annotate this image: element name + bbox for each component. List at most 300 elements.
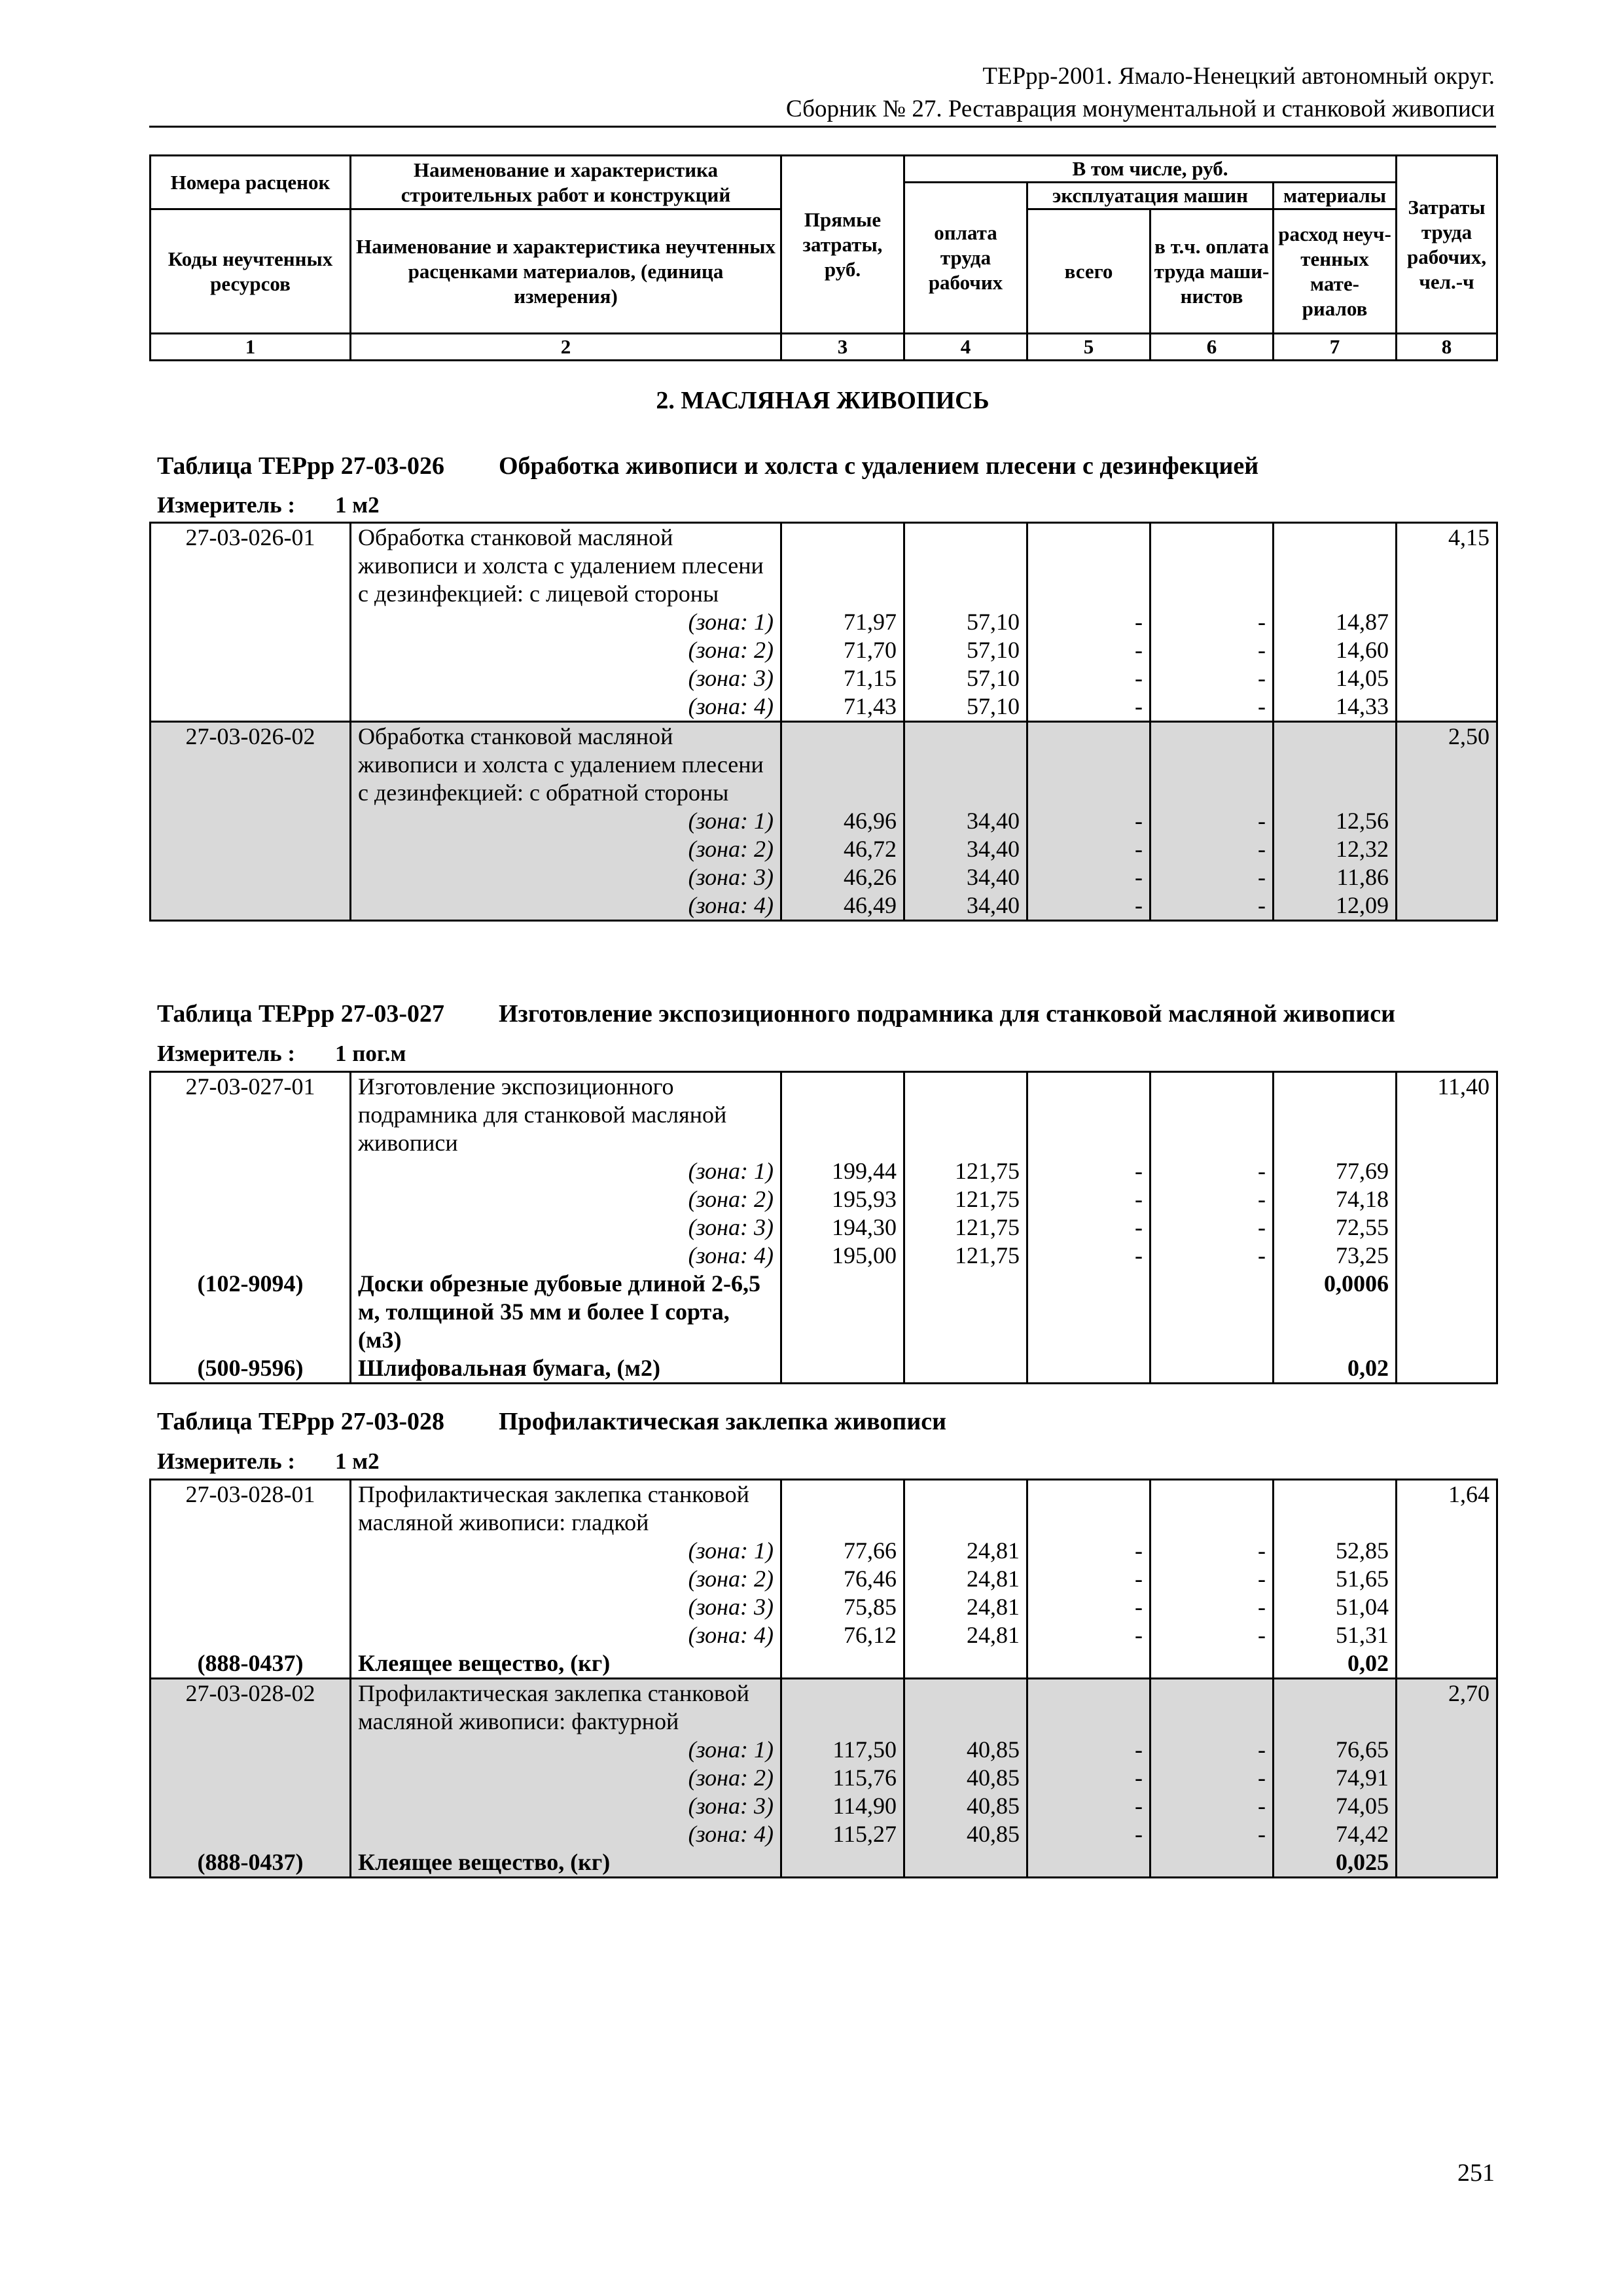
- machines-labor-cell: [1150, 1480, 1274, 1537]
- machines-labor-cell: -: [1150, 1242, 1274, 1270]
- rate-code-cell: 27-03-026-02: [151, 722, 351, 808]
- materials-cell: 12,32: [1274, 835, 1397, 863]
- labor-cost-cell: [1397, 1621, 1497, 1649]
- zone-row: [151, 1736, 1497, 1764]
- direct-cost-cell: 199,44: [781, 1157, 904, 1185]
- labor-cost-cell: [1397, 891, 1497, 921]
- rate-code-cell: [151, 608, 351, 636]
- labor-cost-cell: [1397, 1764, 1497, 1792]
- machines-labor-cell: [1150, 1649, 1274, 1679]
- header-labor-pay: оплата труда рабочих: [904, 183, 1027, 334]
- machines-total-cell: [1027, 1270, 1150, 1354]
- name-cell: Обработка станковой масляной живописи и холста с удалением плесени с дезинфекцией: с обратной стороны: [351, 722, 781, 808]
- measure-unit: 1 м2: [335, 1448, 380, 1474]
- rate-code-cell: [151, 664, 351, 692]
- zone-label-cell: (зона: 4): [351, 1621, 781, 1649]
- header-including: В том числе, руб.: [904, 156, 1397, 183]
- machines-total-cell: [1027, 1354, 1150, 1384]
- labor-pay-cell: 40,85: [904, 1764, 1027, 1792]
- direct-cost-cell: [781, 1679, 904, 1736]
- machines-total-cell: [1027, 523, 1150, 609]
- rate-code-cell: (102-9094): [151, 1270, 351, 1354]
- machines-labor-cell: -: [1150, 1537, 1274, 1565]
- machines-total-cell: -: [1027, 807, 1150, 835]
- header-materials-name: Наименование и характеристика неучтенных расценками материалов, (единица измерения): [351, 209, 781, 334]
- labor-pay-cell: 121,75: [904, 1213, 1027, 1242]
- machines-total-cell: -: [1027, 1242, 1150, 1270]
- zone-row: [151, 1792, 1497, 1820]
- machines-labor-cell: -: [1150, 608, 1274, 636]
- zone-label-cell: (зона: 2): [351, 1764, 781, 1792]
- labor-pay-cell: 121,75: [904, 1157, 1027, 1185]
- materials-cell: 73,25: [1274, 1242, 1397, 1270]
- labor-cost-cell: [1397, 1565, 1497, 1593]
- labor-cost-cell: [1397, 1848, 1497, 1878]
- labor-pay-cell: 34,40: [904, 835, 1027, 863]
- labor-cost-cell: 4,15: [1397, 523, 1497, 609]
- rate-code-cell: 27-03-026-01: [151, 523, 351, 609]
- machines-total-cell: -: [1027, 1792, 1150, 1820]
- machines-labor-cell: -: [1150, 1593, 1274, 1621]
- machines-labor-cell: -: [1150, 807, 1274, 835]
- header-materials-unaccounted: расход неуч- тенных мате- риалов: [1274, 209, 1397, 334]
- rate-code-cell: (888-0437): [151, 1649, 351, 1679]
- labor-pay-cell: 40,85: [904, 1736, 1027, 1764]
- rate-row: [151, 1072, 1497, 1158]
- labor-pay-cell: 34,40: [904, 891, 1027, 921]
- materials-cell: [1274, 523, 1397, 609]
- direct-cost-cell: 71,70: [781, 636, 904, 664]
- materials-cell: 51,65: [1274, 1565, 1397, 1593]
- zone-row: [151, 664, 1497, 692]
- zone-row: [151, 835, 1497, 863]
- materials-cell: 74,42: [1274, 1820, 1397, 1848]
- name-cell: Обработка станковой масляной живописи и холста с удалением плесени с дезинфекцией: с лицевой стороны: [351, 523, 781, 609]
- zone-label-cell: (зона: 4): [351, 1820, 781, 1848]
- rate-code-cell: (500-9596): [151, 1354, 351, 1384]
- zone-label-cell: (зона: 3): [351, 1792, 781, 1820]
- rate-code-cell: (888-0437): [151, 1848, 351, 1878]
- zone-row: [151, 608, 1497, 636]
- materials-cell: 14,60: [1274, 636, 1397, 664]
- machines-total-cell: -: [1027, 636, 1150, 664]
- labor-pay-cell: 57,10: [904, 608, 1027, 636]
- machines-total-cell: -: [1027, 1736, 1150, 1764]
- labor-pay-cell: 57,10: [904, 664, 1027, 692]
- table-title: [157, 1407, 946, 1436]
- rate-code-cell: [151, 1593, 351, 1621]
- measure-label: Измеритель :: [157, 1448, 296, 1474]
- labor-cost-cell: [1397, 1649, 1497, 1679]
- machines-labor-cell: -: [1150, 1621, 1274, 1649]
- direct-cost-cell: 115,76: [781, 1764, 904, 1792]
- labor-cost-cell: [1397, 1242, 1497, 1270]
- zone-label-cell: (зона: 2): [351, 636, 781, 664]
- labor-pay-cell: 24,81: [904, 1537, 1027, 1565]
- machines-total-cell: [1027, 1072, 1150, 1158]
- machines-labor-cell: -: [1150, 664, 1274, 692]
- rate-code-cell: [151, 692, 351, 722]
- direct-cost-cell: 77,66: [781, 1537, 904, 1565]
- direct-cost-cell: 46,72: [781, 835, 904, 863]
- labor-cost-cell: [1397, 835, 1497, 863]
- labor-cost-cell: [1397, 1185, 1497, 1213]
- labor-cost-cell: [1397, 608, 1497, 636]
- rate-code-cell: [151, 1213, 351, 1242]
- measure-unit: 1 пог.м: [335, 1041, 406, 1066]
- materials-cell: [1274, 1072, 1397, 1158]
- running-head-line2: Сборник № 27. Реставрация монументальной и станковой живописи: [785, 96, 1495, 122]
- rates-table: [149, 1071, 1498, 1384]
- zone-row: [151, 807, 1497, 835]
- direct-cost-cell: 195,00: [781, 1242, 904, 1270]
- machines-labor-cell: -: [1150, 1764, 1274, 1792]
- direct-cost-cell: [781, 523, 904, 609]
- table-code: Таблица ТЕРрр 27-03-027: [157, 1000, 445, 1028]
- name-cell: Изготовление экспозиционного подрамника для станковой масляной живописи: [351, 1072, 781, 1158]
- rate-code-cell: [151, 891, 351, 921]
- machines-total-cell: -: [1027, 1213, 1150, 1242]
- materials-cell: 52,85: [1274, 1537, 1397, 1565]
- running-head: [786, 60, 1495, 126]
- zone-row: [151, 1621, 1497, 1649]
- rate-code-cell: [151, 863, 351, 891]
- machines-labor-cell: -: [1150, 1736, 1274, 1764]
- rate-row: [151, 1480, 1497, 1537]
- name-cell: Клеящее вещество, (кг): [351, 1848, 781, 1878]
- rates-table: [149, 522, 1498, 922]
- rate-row: [151, 722, 1497, 808]
- machines-labor-cell: [1150, 1679, 1274, 1736]
- resource-row: [151, 1270, 1497, 1354]
- rate-code-cell: [151, 1565, 351, 1593]
- machines-total-cell: -: [1027, 1157, 1150, 1185]
- labor-cost-cell: [1397, 692, 1497, 722]
- materials-cell: 74,91: [1274, 1764, 1397, 1792]
- machines-labor-cell: -: [1150, 863, 1274, 891]
- header-col-number: 5: [1027, 334, 1150, 361]
- direct-cost-cell: 71,43: [781, 692, 904, 722]
- column-header-table: [149, 154, 1498, 361]
- direct-cost-cell: 194,30: [781, 1213, 904, 1242]
- materials-cell: 0,0006: [1274, 1270, 1397, 1354]
- materials-cell: 74,18: [1274, 1185, 1397, 1213]
- rates-table: [149, 1479, 1498, 1878]
- machines-labor-cell: -: [1150, 1213, 1274, 1242]
- direct-cost-cell: 46,49: [781, 891, 904, 921]
- labor-cost-cell: [1397, 863, 1497, 891]
- rate-row: [151, 523, 1497, 609]
- zone-label-cell: (зона: 1): [351, 1736, 781, 1764]
- measure-line: [157, 492, 380, 518]
- rate-row: [151, 1679, 1497, 1736]
- header-machines: эксплуатация машин: [1027, 183, 1274, 209]
- machines-labor-cell: [1150, 1072, 1274, 1158]
- zone-row: [151, 891, 1497, 921]
- machines-labor-cell: [1150, 523, 1274, 609]
- name-cell: Профилактическая заклепка станковой масляной живописи: фактурной: [351, 1679, 781, 1736]
- header-work-name: Наименование и характеристика строительных работ и конструкций: [351, 156, 781, 209]
- labor-cost-cell: [1397, 1792, 1497, 1820]
- rate-code-cell: [151, 1820, 351, 1848]
- measure-unit: 1 м2: [335, 492, 380, 518]
- header-col-number: 6: [1150, 334, 1274, 361]
- machines-total-cell: -: [1027, 1593, 1150, 1621]
- materials-cell: [1274, 722, 1397, 808]
- zone-row: [151, 1820, 1497, 1848]
- machines-labor-cell: -: [1150, 1185, 1274, 1213]
- direct-cost-cell: 195,93: [781, 1185, 904, 1213]
- machines-labor-cell: -: [1150, 891, 1274, 921]
- header-machines-total: всего: [1027, 209, 1150, 334]
- labor-pay-cell: [904, 1649, 1027, 1679]
- materials-cell: [1274, 1480, 1397, 1537]
- labor-cost-cell: [1397, 1213, 1497, 1242]
- labor-pay-cell: 40,85: [904, 1820, 1027, 1848]
- machines-total-cell: -: [1027, 608, 1150, 636]
- machines-labor-cell: -: [1150, 636, 1274, 664]
- rate-code-cell: [151, 1242, 351, 1270]
- header-labor-cost: Затраты труда рабочих, чел.-ч: [1397, 156, 1497, 334]
- machines-total-cell: -: [1027, 664, 1150, 692]
- labor-pay-cell: [904, 1072, 1027, 1158]
- materials-cell: 0,02: [1274, 1354, 1397, 1384]
- direct-cost-cell: 46,26: [781, 863, 904, 891]
- materials-cell: 76,65: [1274, 1736, 1397, 1764]
- zone-label-cell: (зона: 4): [351, 1242, 781, 1270]
- materials-cell: 51,04: [1274, 1593, 1397, 1621]
- zone-label-cell: (зона: 1): [351, 1157, 781, 1185]
- rate-code-cell: [151, 1792, 351, 1820]
- machines-labor-cell: [1150, 1848, 1274, 1878]
- direct-cost-cell: [781, 1649, 904, 1679]
- machines-labor-cell: [1150, 722, 1274, 808]
- machines-total-cell: -: [1027, 1565, 1150, 1593]
- machines-labor-cell: -: [1150, 1157, 1274, 1185]
- labor-pay-cell: [904, 722, 1027, 808]
- labor-pay-cell: 57,10: [904, 692, 1027, 722]
- labor-cost-cell: [1397, 1593, 1497, 1621]
- rate-code-cell: [151, 807, 351, 835]
- name-cell: Шлифовальная бумага, (м2): [351, 1354, 781, 1384]
- resource-row: [151, 1848, 1497, 1878]
- zone-row: [151, 1764, 1497, 1792]
- materials-cell: 14,33: [1274, 692, 1397, 722]
- machines-total-cell: -: [1027, 835, 1150, 863]
- zone-label-cell: (зона: 4): [351, 891, 781, 921]
- labor-cost-cell: 2,70: [1397, 1679, 1497, 1736]
- rate-code-cell: [151, 1736, 351, 1764]
- materials-cell: 72,55: [1274, 1213, 1397, 1242]
- direct-cost-cell: 115,27: [781, 1820, 904, 1848]
- resource-row: [151, 1354, 1497, 1384]
- rate-code-cell: [151, 835, 351, 863]
- zone-row: [151, 1537, 1497, 1565]
- zone-label-cell: (зона: 2): [351, 835, 781, 863]
- machines-labor-cell: -: [1150, 1820, 1274, 1848]
- header-rates-no: Номера расценок: [151, 156, 351, 209]
- labor-cost-cell: 2,50: [1397, 722, 1497, 808]
- rate-code-cell: [151, 1621, 351, 1649]
- header-col-number: 3: [781, 334, 904, 361]
- labor-cost-cell: 1,64: [1397, 1480, 1497, 1537]
- labor-cost-cell: [1397, 1270, 1497, 1354]
- machines-labor-cell: -: [1150, 1792, 1274, 1820]
- machines-total-cell: [1027, 1848, 1150, 1878]
- header-machines-labor: в т.ч. оплата труда маши- нистов: [1150, 209, 1274, 334]
- header-col-number: 8: [1397, 334, 1497, 361]
- zone-row: [151, 1213, 1497, 1242]
- name-cell: Клеящее вещество, (кг): [351, 1649, 781, 1679]
- machines-total-cell: [1027, 1649, 1150, 1679]
- materials-cell: 14,87: [1274, 608, 1397, 636]
- zone-row: [151, 1593, 1497, 1621]
- machines-labor-cell: [1150, 1354, 1274, 1384]
- header-materials: материалы: [1274, 183, 1397, 209]
- zone-label-cell: (зона: 1): [351, 608, 781, 636]
- labor-cost-cell: [1397, 807, 1497, 835]
- materials-cell: 14,05: [1274, 664, 1397, 692]
- zone-row: [151, 692, 1497, 722]
- zone-row: [151, 1157, 1497, 1185]
- direct-cost-cell: [781, 722, 904, 808]
- header-col-number: 7: [1274, 334, 1397, 361]
- labor-pay-cell: [904, 1270, 1027, 1354]
- direct-cost-cell: 71,15: [781, 664, 904, 692]
- name-cell: Доски обрезные дубовые длиной 2-6,5 м, толщиной 35 мм и более I сорта, (м3): [351, 1270, 781, 1354]
- materials-cell: 11,86: [1274, 863, 1397, 891]
- labor-cost-cell: [1397, 1736, 1497, 1764]
- labor-cost-cell: [1397, 1157, 1497, 1185]
- rate-code-cell: 27-03-028-02: [151, 1679, 351, 1736]
- rate-code-cell: [151, 1537, 351, 1565]
- table-code: Таблица ТЕРрр 27-03-028: [157, 1408, 445, 1435]
- section-title: 2. МАСЛЯНАЯ ЖИВОПИСЬ: [656, 387, 990, 414]
- zone-row: [151, 863, 1497, 891]
- direct-cost-cell: 76,12: [781, 1621, 904, 1649]
- header-resource-codes: Коды неучтенных ресурсов: [151, 209, 351, 334]
- direct-cost-cell: 117,50: [781, 1736, 904, 1764]
- labor-pay-cell: [904, 1480, 1027, 1537]
- table-name: Изготовление экспозиционного подрамника для станковой масляной живописи: [499, 1000, 1396, 1028]
- materials-cell: 74,05: [1274, 1792, 1397, 1820]
- labor-pay-cell: 121,75: [904, 1242, 1027, 1270]
- labor-pay-cell: [904, 1354, 1027, 1384]
- header-col-number: 1: [151, 334, 351, 361]
- table-name: Профилактическая заклепка живописи: [499, 1408, 946, 1435]
- machines-total-cell: [1027, 722, 1150, 808]
- rate-code-cell: [151, 1185, 351, 1213]
- materials-cell: 0,02: [1274, 1649, 1397, 1679]
- materials-cell: [1274, 1679, 1397, 1736]
- labor-cost-cell: [1397, 664, 1497, 692]
- zone-label-cell: (зона: 3): [351, 664, 781, 692]
- labor-pay-cell: 24,81: [904, 1565, 1027, 1593]
- measure-line: [157, 1041, 406, 1067]
- labor-cost-cell: [1397, 1537, 1497, 1565]
- direct-cost-cell: [781, 1072, 904, 1158]
- zone-label-cell: (зона: 3): [351, 1593, 781, 1621]
- header-rule: [149, 126, 1496, 128]
- measure-label: Измеритель :: [157, 492, 296, 518]
- zone-row: [151, 1565, 1497, 1593]
- direct-cost-cell: 114,90: [781, 1792, 904, 1820]
- materials-cell: 51,31: [1274, 1621, 1397, 1649]
- machines-total-cell: -: [1027, 1764, 1150, 1792]
- zone-row: [151, 1242, 1497, 1270]
- rate-code-cell: 27-03-027-01: [151, 1072, 351, 1158]
- name-cell: Профилактическая заклепка станковой масляной живописи: гладкой: [351, 1480, 781, 1537]
- table-title: [157, 999, 1395, 1028]
- header-direct-costs: Прямые затраты, руб.: [781, 156, 904, 334]
- header-col-number: 2: [351, 334, 781, 361]
- direct-cost-cell: [781, 1270, 904, 1354]
- machines-labor-cell: -: [1150, 692, 1274, 722]
- rate-code-cell: [151, 1764, 351, 1792]
- labor-cost-cell: [1397, 1820, 1497, 1848]
- running-head-line1: ТЕРрр-2001. Ямало-Ненецкий автономный округ.: [982, 63, 1495, 90]
- labor-cost-cell: [1397, 1354, 1497, 1384]
- zone-label-cell: (зона: 1): [351, 1537, 781, 1565]
- labor-pay-cell: [904, 1679, 1027, 1736]
- machines-total-cell: -: [1027, 1185, 1150, 1213]
- measure-line: [157, 1448, 380, 1475]
- rate-code-cell: 27-03-028-01: [151, 1480, 351, 1537]
- zone-label-cell: (зона: 2): [351, 1185, 781, 1213]
- rate-code-cell: [151, 1157, 351, 1185]
- direct-cost-cell: 71,97: [781, 608, 904, 636]
- labor-pay-cell: 57,10: [904, 636, 1027, 664]
- materials-cell: 77,69: [1274, 1157, 1397, 1185]
- machines-total-cell: -: [1027, 692, 1150, 722]
- direct-cost-cell: 75,85: [781, 1593, 904, 1621]
- labor-cost-cell: [1397, 636, 1497, 664]
- resource-row: [151, 1649, 1497, 1679]
- zone-label-cell: (зона: 1): [351, 807, 781, 835]
- labor-pay-cell: 34,40: [904, 807, 1027, 835]
- direct-cost-cell: 76,46: [781, 1565, 904, 1593]
- machines-total-cell: [1027, 1679, 1150, 1736]
- labor-cost-cell: 11,40: [1397, 1072, 1497, 1158]
- zone-label-cell: (зона: 3): [351, 863, 781, 891]
- table-title: [157, 452, 1258, 480]
- labor-pay-cell: 40,85: [904, 1792, 1027, 1820]
- zone-row: [151, 1185, 1497, 1213]
- labor-pay-cell: 24,81: [904, 1593, 1027, 1621]
- machines-labor-cell: -: [1150, 835, 1274, 863]
- direct-cost-cell: 46,96: [781, 807, 904, 835]
- machines-total-cell: [1027, 1480, 1150, 1537]
- materials-cell: 12,09: [1274, 891, 1397, 921]
- machines-total-cell: -: [1027, 1621, 1150, 1649]
- direct-cost-cell: [781, 1354, 904, 1384]
- machines-total-cell: -: [1027, 891, 1150, 921]
- machines-labor-cell: -: [1150, 1565, 1274, 1593]
- zone-label-cell: (зона: 3): [351, 1213, 781, 1242]
- rate-code-cell: [151, 636, 351, 664]
- labor-pay-cell: 24,81: [904, 1621, 1027, 1649]
- measure-label: Измеритель :: [157, 1041, 296, 1066]
- materials-cell: 12,56: [1274, 807, 1397, 835]
- labor-pay-cell: 34,40: [904, 863, 1027, 891]
- zone-row: [151, 636, 1497, 664]
- machines-labor-cell: [1150, 1270, 1274, 1354]
- labor-pay-cell: [904, 1848, 1027, 1878]
- direct-cost-cell: [781, 1848, 904, 1878]
- direct-cost-cell: [781, 1480, 904, 1537]
- zone-label-cell: (зона: 4): [351, 692, 781, 722]
- materials-cell: 0,025: [1274, 1848, 1397, 1878]
